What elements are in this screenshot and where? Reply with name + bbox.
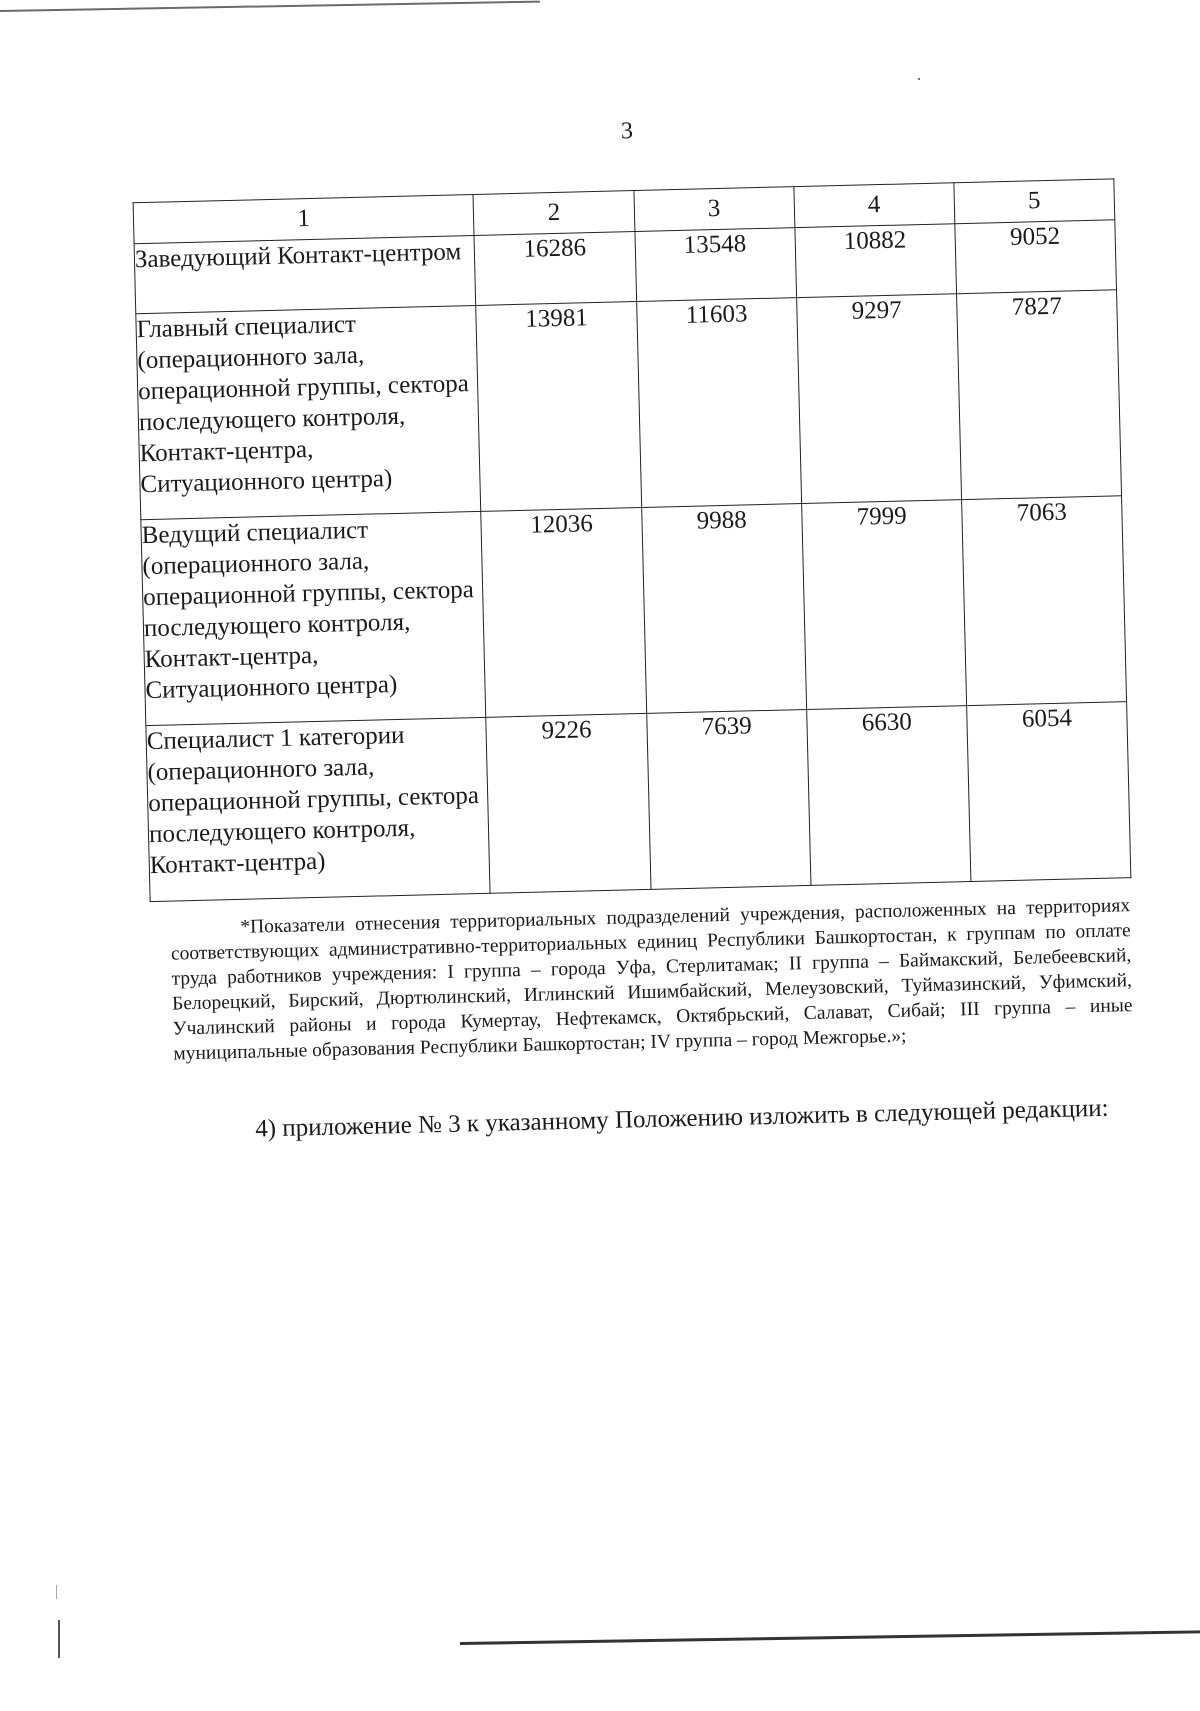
value-cell: 13981 bbox=[476, 302, 641, 512]
value-cell: 10882 bbox=[795, 224, 957, 298]
footnote-text: *Показатели отнесения территориальных подразделений учреждения, расположенных на территориях соответствующих административно-территориальных единиц Республики Башкортостан, к группам по оплате труда работников учреждения: I группа – города Уфа, Стерлитамак; II группа – Баймакский, Белебеевский, Белорецкий, Бирский, Дюртюлинский, Иглинский Ишимбайский, Мелеузовский, Туймазинский, Уфимский, Учалинский районы и города Кумертау, Нефтекамск, Октябрьский, Салават, Сибай; III группа – иные муниципальные образования Республики Башкортостан; IV группа – город Межгорье.»; bbox=[170, 895, 1133, 1065]
value-cell: 7999 bbox=[801, 500, 966, 710]
value-cell: 9052 bbox=[955, 220, 1117, 294]
table-row bbox=[141, 496, 1127, 726]
table-header-cell: 5 bbox=[954, 179, 1115, 224]
value-cell: 12036 bbox=[481, 507, 646, 717]
body-paragraph bbox=[185, 1088, 1141, 1151]
value-cell: 7827 bbox=[956, 290, 1121, 500]
position-cell: Заведующий Контакт-центром bbox=[134, 235, 476, 313]
salary-table bbox=[133, 178, 1132, 902]
table-header-cell: 2 bbox=[473, 191, 634, 236]
position-cell: Главный специалист (операционного зала, операционной группы, сектора последующего контроля, Контакт-центра, Ситуационного центра) bbox=[136, 305, 481, 519]
value-cell: 7639 bbox=[646, 709, 810, 889]
value-cell: 7063 bbox=[961, 496, 1126, 706]
page-number: 3 bbox=[620, 118, 634, 145]
table-row bbox=[136, 290, 1122, 520]
position-cell: Ведущий специалист (операционного зала, операционной группы, сектора последующего контроля, Контакт-центра, Ситуационного центра) bbox=[141, 511, 486, 725]
table-header-cell: 3 bbox=[634, 187, 795, 232]
value-cell: 11603 bbox=[636, 298, 801, 508]
position-cell: Специалист 1 категории (операционного зала, операционной группы, сектора последующего контроля, Контакт-центра) bbox=[146, 717, 491, 901]
value-cell: 9226 bbox=[486, 713, 650, 893]
value-cell: 6054 bbox=[966, 702, 1130, 882]
footnote bbox=[170, 893, 1133, 1066]
value-cell: 6630 bbox=[806, 706, 970, 886]
value-cell: 9988 bbox=[641, 504, 806, 714]
value-cell: 9297 bbox=[796, 294, 961, 504]
value-cell: 16286 bbox=[474, 232, 636, 306]
paragraph-text: 4) приложение № 3 к указанному Положению изложить в следующей редакции: bbox=[254, 1094, 1109, 1143]
table-row bbox=[146, 702, 1131, 902]
table-header-cell: 4 bbox=[794, 183, 955, 228]
value-cell: 13548 bbox=[635, 228, 797, 302]
table-header-cell: 1 bbox=[133, 194, 474, 243]
